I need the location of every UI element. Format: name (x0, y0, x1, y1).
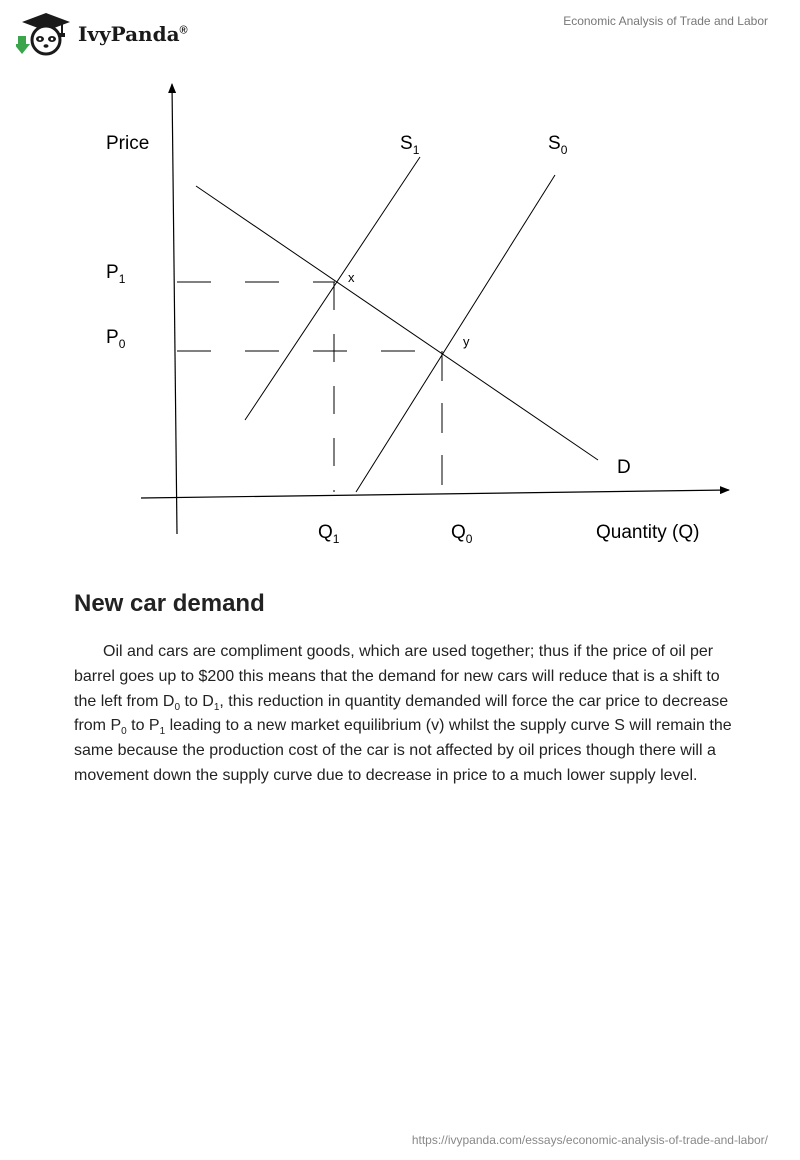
equilibrium-x-label: x (348, 270, 355, 285)
supply-curve-s0 (356, 175, 555, 492)
body-paragraph: Oil and cars are compliment goods, which are used together; thus if the price of oil per barrel goes up to $200 this means that the demand for new cars will reduce that is a shift to the left from $D_0$ to $D_1$, this reduction in quantity demanded will force the car price to decrease from $P_0$ to $P_1$ leading to a new market equilibrium (v) whilst the supply curve S will remain the same because the production cost of the car is not affected by oil prices though there will a movement down the supply curve due to decrease in price to a much lower supply level. (74, 643, 732, 784)
price-axis-label: Price (106, 133, 150, 154)
brand-logo[interactable] (16, 10, 216, 60)
supply-s1-label: $S_1$ (400, 133, 420, 157)
quantity-q0-label: $Q_0$ (451, 522, 473, 546)
price-axis (172, 84, 177, 534)
section-heading: New car demand (74, 590, 265, 617)
quantity-axis (141, 490, 729, 498)
demand-label: D (617, 457, 631, 478)
document-title: Economic Analysis of Trade and Labor (563, 14, 768, 28)
registered-mark: ® (179, 24, 188, 37)
quantity-axis-label: Quantity (Q) (596, 522, 700, 543)
brand-name: IvyPanda® (78, 22, 188, 46)
source-url-link[interactable]: https://ivypanda.com/essays/economic-analysis-of-trade-and-labor/ (411, 1133, 768, 1147)
quantity-q1-label: $Q_1$ (318, 522, 340, 546)
price-p1-label: $P_1$ (106, 262, 126, 286)
panda-graduation-icon (16, 10, 72, 58)
demand-curve (196, 186, 598, 460)
price-p0-label: $P_0$ (106, 327, 126, 351)
supply-s0-label: $S_0$ (548, 133, 568, 157)
supply-curve-s1 (245, 157, 420, 420)
equilibrium-y-label: y (463, 334, 470, 349)
supply-demand-diagram (0, 70, 800, 560)
